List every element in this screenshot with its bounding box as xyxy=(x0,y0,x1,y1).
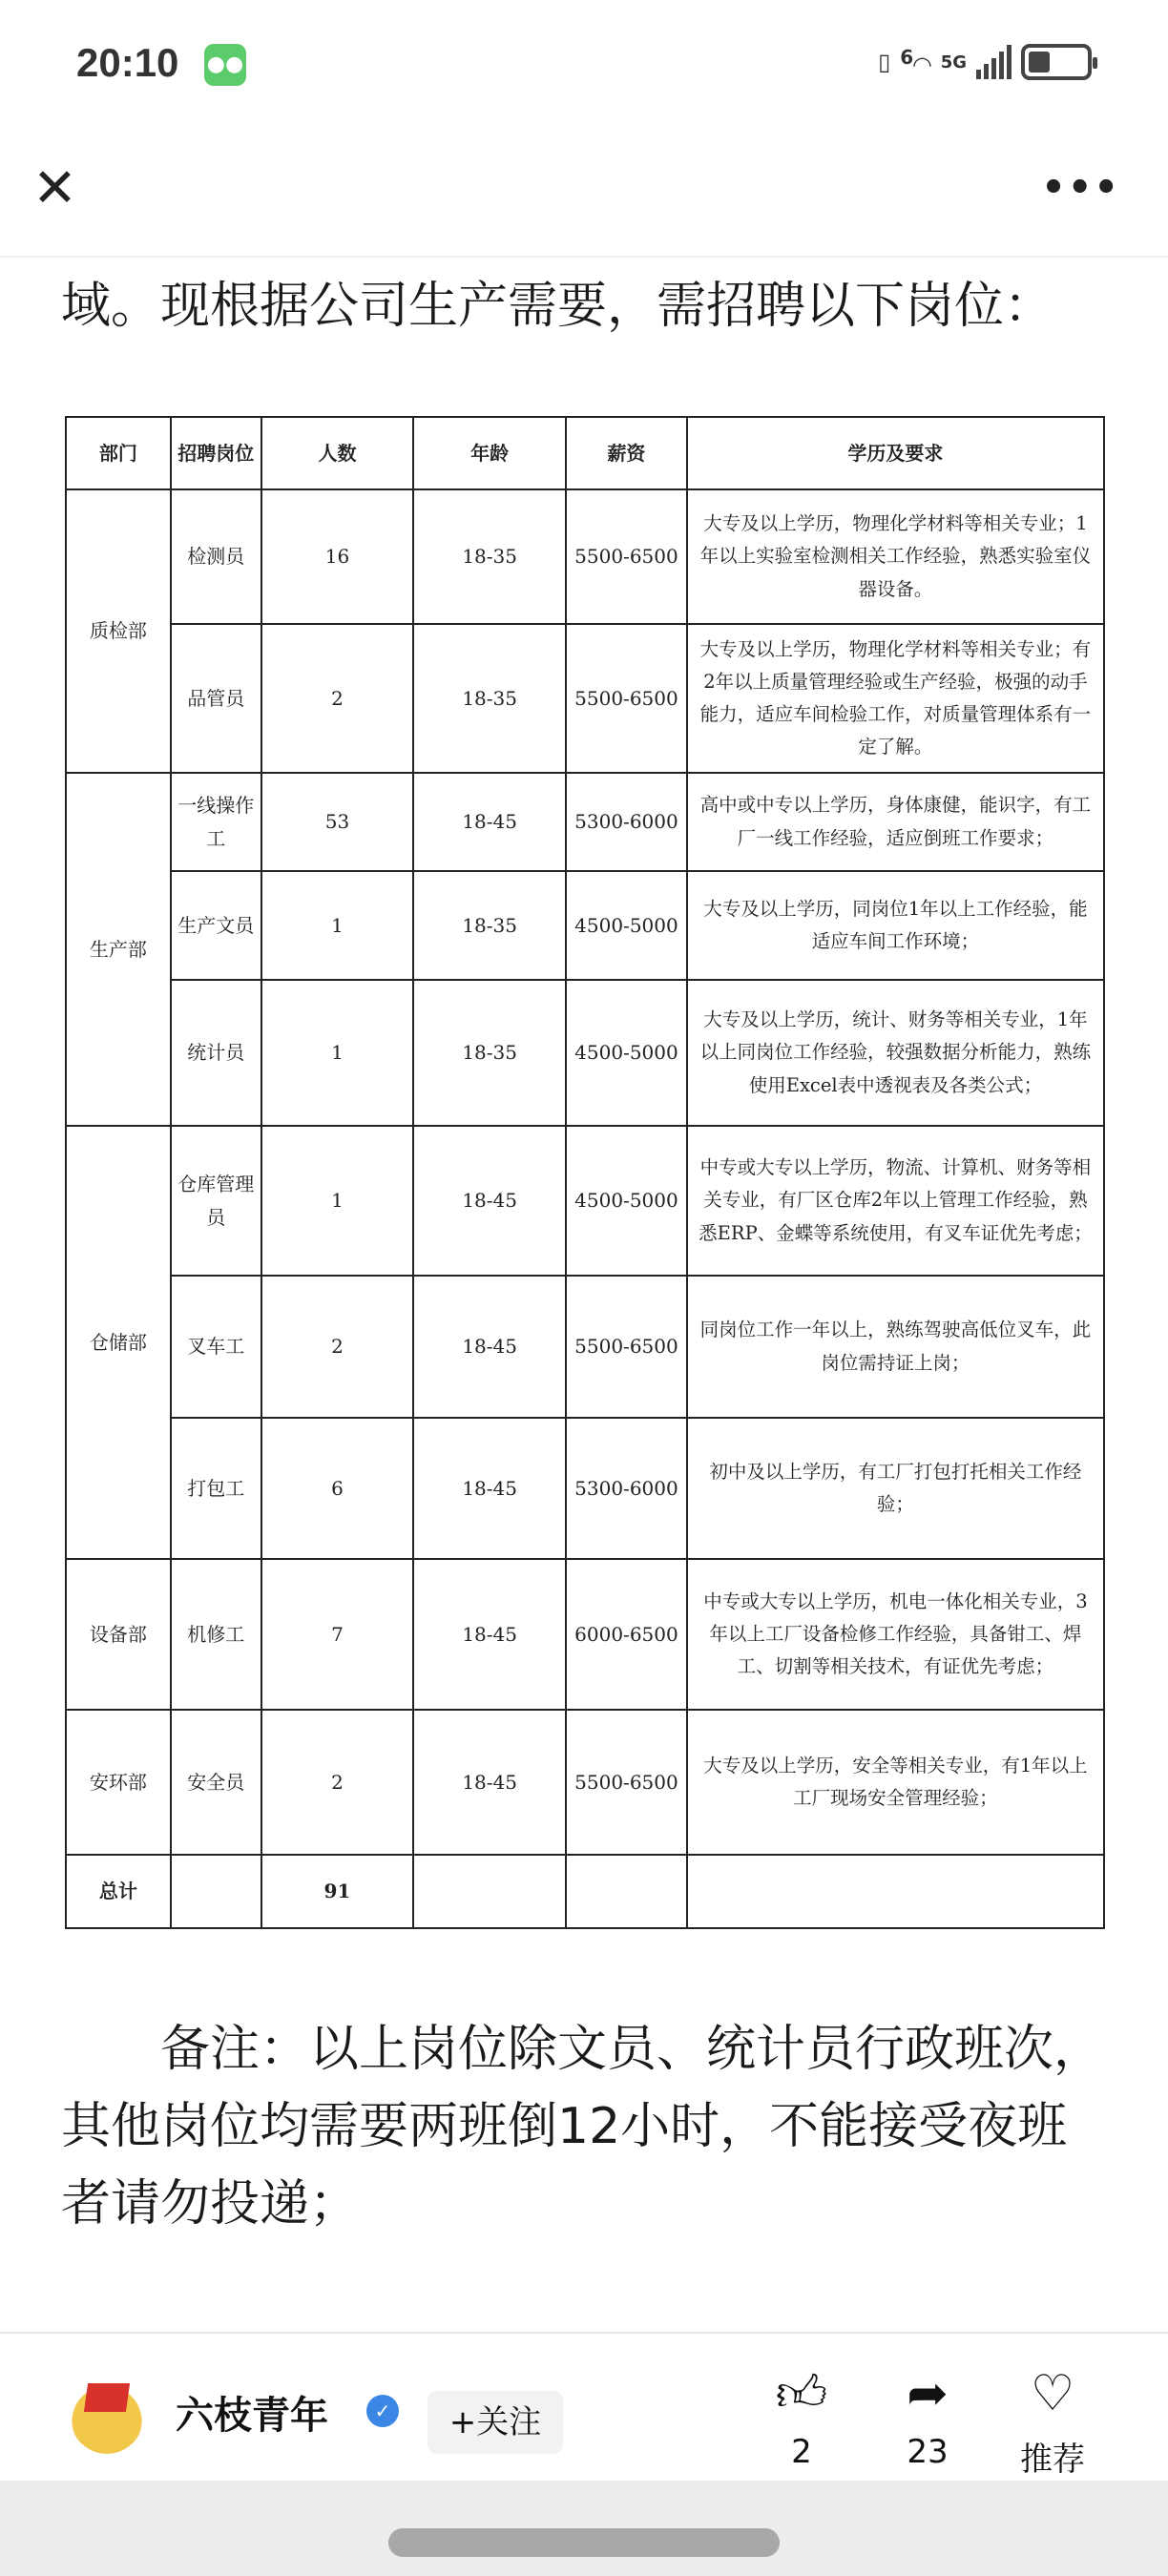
count-cell: 2 xyxy=(261,624,414,773)
table-row xyxy=(66,1710,1104,1855)
position-cell: 统计员 xyxy=(171,980,261,1126)
close-icon[interactable]: ✕ xyxy=(32,157,77,219)
req-cell: 大专及以上学历，同岗位1年以上工作经验，能适应车间工作环境； xyxy=(687,871,1104,980)
network-label: 5G xyxy=(940,52,967,73)
age-cell: 18-45 xyxy=(413,1418,566,1559)
salary-cell: 5300-6000 xyxy=(566,1418,687,1559)
req-cell: 初中及以上学历，有工厂打包打托相关工作经验； xyxy=(687,1418,1104,1559)
age-cell: 18-45 xyxy=(413,1559,566,1710)
recommend-label: 推荐 xyxy=(1020,2441,1085,2479)
battery-icon xyxy=(1021,44,1092,80)
column-header: 薪资 xyxy=(566,417,687,489)
age-cell: 18-35 xyxy=(413,980,566,1126)
like-count: 2 xyxy=(791,2433,812,2471)
salary-cell: 5500-6500 xyxy=(566,624,687,773)
salary-cell: 4500-5000 xyxy=(566,871,687,980)
total-row xyxy=(66,1855,1104,1928)
count-cell: 7 xyxy=(261,1559,414,1710)
like-button[interactable] xyxy=(759,2364,845,2471)
age-cell: 18-45 xyxy=(413,1710,566,1855)
follow-button[interactable]: +关注 xyxy=(428,2391,563,2454)
share-icon: ➦ xyxy=(907,2365,949,2422)
empty-cell xyxy=(413,1855,566,1928)
column-header: 年龄 xyxy=(413,417,566,489)
table-row xyxy=(66,1126,1104,1276)
position-cell: 叉车工 xyxy=(171,1276,261,1418)
dept-cell: 生产部 xyxy=(66,773,171,1126)
count-cell: 53 xyxy=(261,773,414,871)
table-row xyxy=(66,980,1104,1126)
table-header-row xyxy=(66,417,1104,489)
count-cell: 1 xyxy=(261,1126,414,1276)
count-cell: 6 xyxy=(261,1418,414,1559)
position-cell: 生产文员 xyxy=(171,871,261,980)
status-icons xyxy=(878,44,1092,80)
table-row xyxy=(66,1418,1104,1559)
salary-cell: 5300-6000 xyxy=(566,773,687,871)
position-cell: 机修工 xyxy=(171,1559,261,1710)
share-button[interactable] xyxy=(885,2364,970,2471)
req-cell: 大专及以上学历，安全等相关专业，有1年以上工厂现场安全管理经验； xyxy=(687,1710,1104,1855)
system-nav-bar xyxy=(0,2481,1168,2576)
req-cell: 中专或大专以上学历，物流、计算机、财务等相关专业，有厂区仓库2年以上管理工作经验，熟悉ERP、金蝶等系统使用，有叉车证优先考虑； xyxy=(687,1126,1104,1276)
signal-icon xyxy=(976,45,1012,79)
age-cell: 18-35 xyxy=(413,871,566,980)
age-cell: 18-35 xyxy=(413,624,566,773)
count-cell: 2 xyxy=(261,1276,414,1418)
table-row xyxy=(66,871,1104,980)
thumbs-up-icon: 👍︎ xyxy=(775,2365,828,2422)
count-cell: 1 xyxy=(261,980,414,1126)
count-cell: 1 xyxy=(261,871,414,980)
table-row xyxy=(66,624,1104,773)
note-text: 备注：以上岗位除文员、统计员行政班次，其他岗位均需要两班倒12小时，不能接受夜班者请勿投递； xyxy=(61,2021,1104,2233)
salary-cell: 4500-5000 xyxy=(566,980,687,1126)
intro-text: 域。现根据公司生产需要，需招聘以下岗位： xyxy=(61,278,1054,335)
position-cell: 一线操作工 xyxy=(171,773,261,871)
column-header: 招聘岗位 xyxy=(171,417,261,489)
account-name[interactable]: 六枝青年 xyxy=(176,2394,328,2438)
req-cell: 大专及以上学历，物理化学材料等相关专业；1年以上实验室检测相关工作经验，熟悉实验室仪器设备。 xyxy=(687,489,1104,624)
table-row xyxy=(66,1276,1104,1418)
column-header: 部门 xyxy=(66,417,171,489)
bottom-bar xyxy=(0,2332,1168,2481)
req-cell: 同岗位工作一年以上，熟练驾驶高低位叉车，此岗位需持证上岗； xyxy=(687,1276,1104,1418)
table-row xyxy=(66,489,1104,624)
verified-icon: ✓ xyxy=(366,2395,399,2427)
recommend-button[interactable] xyxy=(1010,2364,1095,2480)
position-cell: 打包工 xyxy=(171,1418,261,1559)
age-cell: 18-45 xyxy=(413,1126,566,1276)
dept-cell: 安环部 xyxy=(66,1710,171,1855)
dept-cell: 设备部 xyxy=(66,1559,171,1710)
vibrate-icon: ▯ xyxy=(878,49,891,75)
req-cell: 大专及以上学历，物理化学材料等相关专业；有2年以上质量管理经验或生产经验，极强的动手能力，适应车间检验工作，对质量管理体系有一定了解。 xyxy=(687,624,1104,773)
dept-cell: 质检部 xyxy=(66,489,171,773)
empty-cell xyxy=(566,1855,687,1928)
heart-icon: ♡ xyxy=(1030,2365,1075,2422)
table-row xyxy=(66,773,1104,871)
age-cell: 18-35 xyxy=(413,489,566,624)
total-cell: 总计 xyxy=(66,1855,171,1928)
count-cell: 16 xyxy=(261,489,414,624)
salary-cell: 5500-6500 xyxy=(566,489,687,624)
column-header: 人数 xyxy=(261,417,414,489)
column-header: 学历及要求 xyxy=(687,417,1104,489)
share-count: 23 xyxy=(907,2433,949,2471)
empty-cell xyxy=(171,1855,261,1928)
dept-cell: 仓储部 xyxy=(66,1126,171,1559)
more-icon[interactable]: ••• xyxy=(1041,166,1120,210)
req-cell: 高中或中专以上学历，身体康健，能识字，有工厂一线工作经验，适应倒班工作要求； xyxy=(687,773,1104,871)
count-cell: 2 xyxy=(261,1710,414,1855)
req-cell: 大专及以上学历，统计、财务等相关专业，1年以上同岗位工作经验，较强数据分析能力，熟练使用Excel表中透视表及各类公式； xyxy=(687,980,1104,1126)
age-cell: 18-45 xyxy=(413,1276,566,1418)
home-indicator[interactable] xyxy=(388,2528,780,2557)
wechat-notification-icon: ●● xyxy=(204,44,246,86)
wifi-icon: $^6$◠ xyxy=(900,46,931,78)
salary-cell: 6000-6500 xyxy=(566,1559,687,1710)
position-cell: 安全员 xyxy=(171,1710,261,1855)
age-cell: 18-45 xyxy=(413,773,566,871)
table-row xyxy=(66,1559,1104,1710)
salary-cell: 4500-5000 xyxy=(566,1126,687,1276)
recruitment-table xyxy=(65,416,1105,1929)
status-bar xyxy=(0,0,1168,124)
position-cell: 仓库管理员 xyxy=(171,1126,261,1276)
position-cell: 品管员 xyxy=(171,624,261,773)
salary-cell: 5500-6500 xyxy=(566,1276,687,1418)
account-avatar[interactable] xyxy=(69,2372,145,2454)
req-cell: 中专或大专以上学历，机电一体化相关专业，3年以上工厂设备检修工作经验，具备钳工、焊工、切割等相关技术，有证优先考虑； xyxy=(687,1559,1104,1710)
position-cell: 检测员 xyxy=(171,489,261,624)
top-nav xyxy=(0,124,1168,258)
empty-cell xyxy=(687,1855,1104,1928)
total-cell: 91 xyxy=(261,1855,414,1928)
status-time: 20:10 xyxy=(76,40,179,85)
salary-cell: 5500-6500 xyxy=(566,1710,687,1855)
